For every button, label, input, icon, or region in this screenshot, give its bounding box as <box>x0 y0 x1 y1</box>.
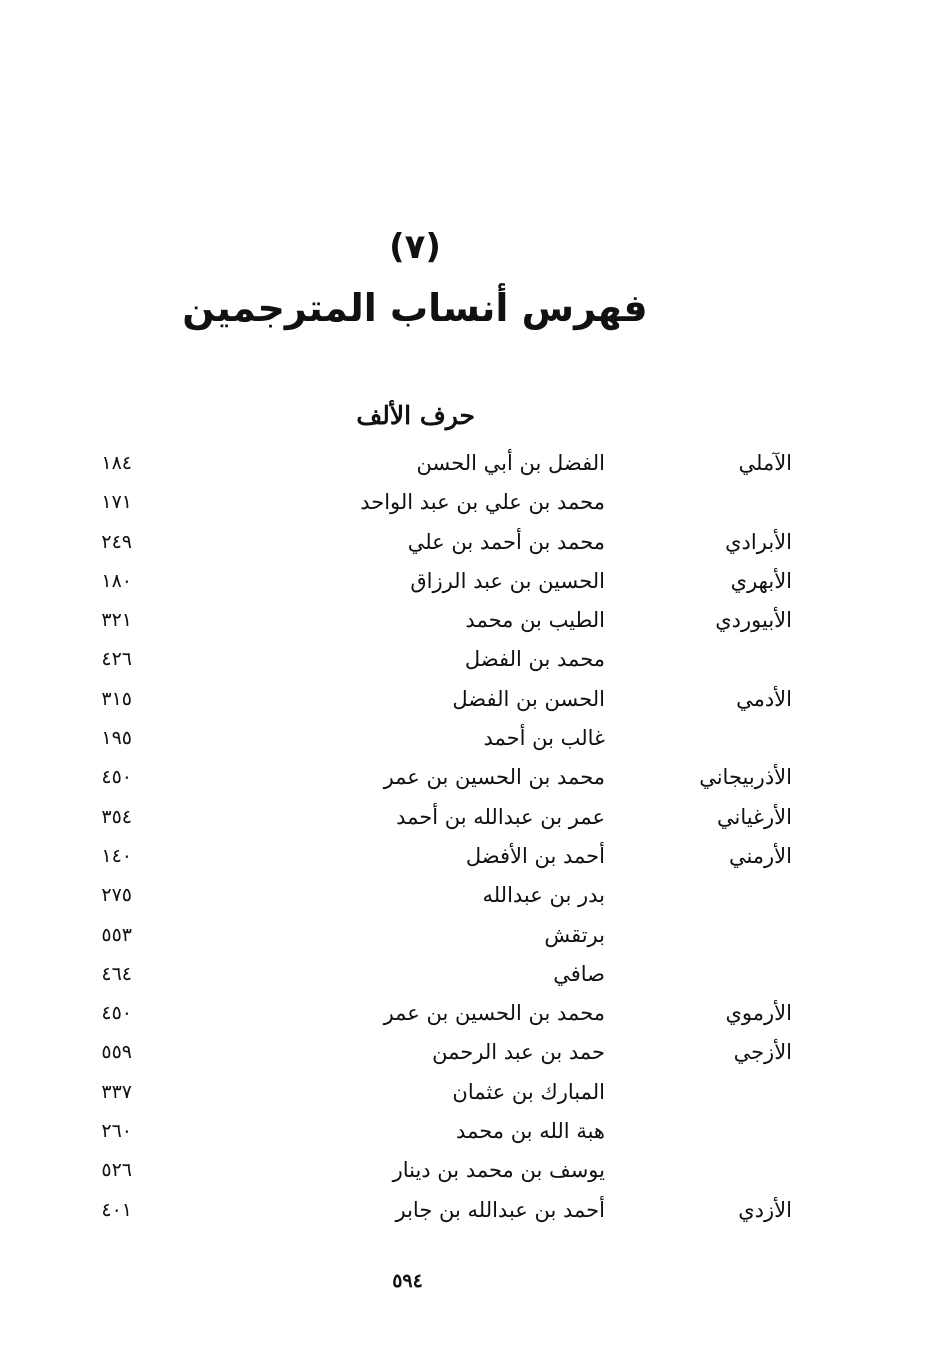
page-reference: ٥٥٣ <box>101 923 132 946</box>
person-name: محمد بن الحسين بن عمر <box>383 1001 605 1026</box>
page-reference: ٢٦٠ <box>101 1120 132 1143</box>
index-entry <box>0 680 940 719</box>
page-reference: ١٨٤ <box>101 452 132 474</box>
page-reference: ٢٤٩ <box>101 530 132 553</box>
index-entry <box>0 916 940 955</box>
index-entry <box>0 719 940 758</box>
index-entry <box>0 994 940 1033</box>
page-reference: ٤٠١ <box>101 1198 132 1221</box>
nisba-label: الأذربيجاني <box>699 765 792 790</box>
page-reference: ٤٢٦ <box>101 648 132 671</box>
person-name: عمر بن عبدالله بن أحمد <box>396 804 605 829</box>
index-entry <box>0 1151 940 1190</box>
index-entry <box>0 483 940 522</box>
page-reference: ١٩٥ <box>101 727 132 750</box>
nisba-label: الأرغياني <box>716 804 792 829</box>
nisba-label: الأبيوردي <box>715 608 792 633</box>
person-name: محمد بن أحمد بن علي <box>407 529 605 554</box>
person-name: أحمد بن الأفضل <box>465 843 605 868</box>
person-name: محمد بن الفضل <box>464 647 605 672</box>
person-name: محمد بن الحسين بن عمر <box>383 765 605 790</box>
letter-heading: حرف الألف <box>356 401 475 430</box>
index-entry <box>0 876 940 915</box>
person-name: أحمد بن عبدالله بن جابر <box>395 1197 605 1222</box>
index-entry <box>0 640 940 679</box>
person-name: غالب بن أحمد <box>483 726 605 751</box>
index-entry <box>0 1112 940 1151</box>
nisba-label: الأزجي <box>733 1040 792 1065</box>
index-entry <box>0 523 940 562</box>
page-reference: ١٤٠ <box>101 844 132 867</box>
page-reference: ١٨٠ <box>101 569 132 592</box>
section-number: (٧) <box>389 227 441 267</box>
index-entry <box>0 798 940 837</box>
page-title: فهرس أنساب المترجمين <box>182 286 648 330</box>
index-entry <box>0 758 940 797</box>
index-entry <box>0 1073 940 1112</box>
nisba-label: الأرموي <box>725 1001 792 1026</box>
page-reference: ٤٥٠ <box>101 766 132 789</box>
nisba-label: الأبهري <box>730 568 792 593</box>
person-name: برتقش <box>544 922 605 947</box>
nisba-label: الأدمي <box>736 686 792 711</box>
nisba-label: الأبرادي <box>725 529 792 554</box>
person-name: بدر بن عبدالله <box>482 883 605 908</box>
page-reference: ٥٥٩ <box>101 1041 132 1064</box>
person-name: يوسف بن محمد بن دينار <box>392 1158 605 1183</box>
index-entry <box>0 955 940 994</box>
index-entry <box>0 601 940 640</box>
index-entry <box>0 444 940 483</box>
person-name: المبارك بن عثمان <box>452 1079 605 1104</box>
page-reference: ٣٣٧ <box>101 1080 132 1103</box>
person-name: الفضل بن أبي الحسن <box>416 451 605 475</box>
page-reference: ٤٥٠ <box>101 1002 132 1025</box>
person-name: محمد بن علي بن عبد الواحد <box>360 490 605 515</box>
page-number: ٥٩٤ <box>392 1270 423 1292</box>
page-reference: ٤٦٤ <box>101 962 132 985</box>
page-reference: ٥٢٦ <box>101 1159 132 1182</box>
nisba-label: الأرمني <box>728 843 792 868</box>
index-entry <box>0 837 940 876</box>
page-reference: ٣٢١ <box>101 609 132 632</box>
person-name: صافي <box>553 961 605 986</box>
index-entry <box>0 562 940 601</box>
page-reference: ٢٧٥ <box>101 884 132 907</box>
person-name: هبة الله بن محمد <box>456 1119 605 1144</box>
person-name: الطيب بن محمد <box>465 608 605 633</box>
index-entry <box>0 1033 940 1072</box>
index-entry <box>0 1191 940 1230</box>
index-entries <box>0 444 940 1230</box>
person-name: الحسن بن الفضل <box>452 686 605 711</box>
page-reference: ٣٥٤ <box>101 805 132 828</box>
person-name: حمد بن عبد الرحمن <box>432 1040 605 1065</box>
page-reference: ٣١٥ <box>101 687 132 710</box>
page-reference: ١٧١ <box>101 491 132 514</box>
person-name: الحسين بن عبد الرزاق <box>410 568 605 593</box>
nisba-label: الآملي <box>738 451 792 475</box>
nisba-label: الأزدي <box>738 1197 792 1222</box>
